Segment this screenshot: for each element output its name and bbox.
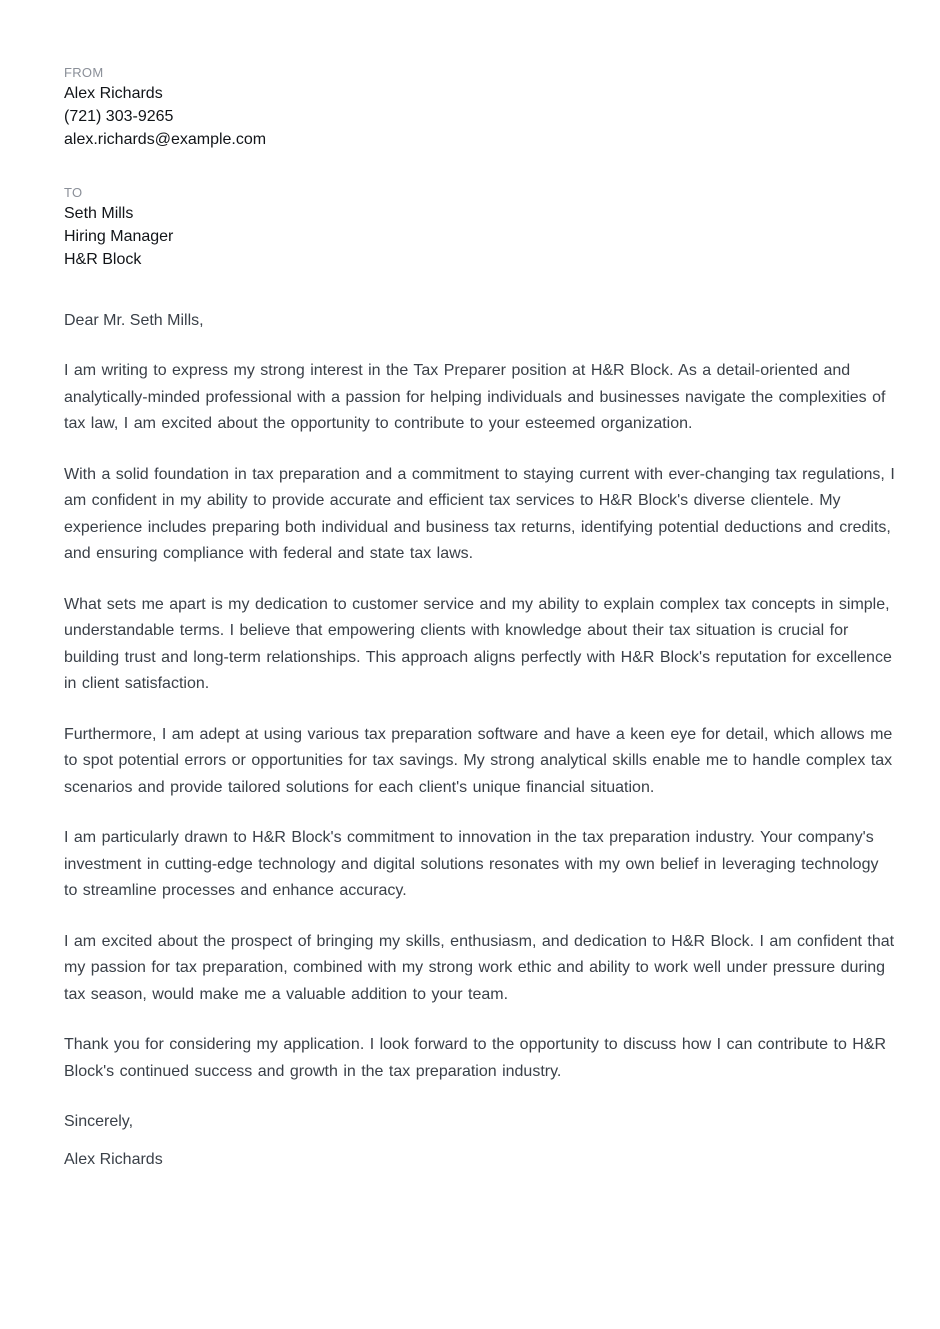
closing: Sincerely,	[64, 1113, 134, 1130]
body-paragraph: I am excited about the prospect of bringing my skills, enthusiasm, and dedication to H&R Block. I am confident that my passion for tax preparation, combined with my strong work ethic and ability to work well under pressure during tax season, would make me a valuable addition to your team.	[64, 932, 895, 1003]
body-paragraph: With a solid foundation in tax preparation and a commitment to staying current with ever-changing tax regulations, I am confident in my ability to provide accurate and efficient tax services to H&R Block's diverse clientele. My experience includes preparing both individual and business tax returns, identifying potential deductions and credits, and ensuring compliance with federal and state tax laws.	[64, 465, 895, 562]
recipient-block	[64, 184, 896, 271]
salutation: Dear Mr. Seth Mills,	[64, 312, 204, 329]
body-paragraph: I am particularly drawn to H&R Block's commitment to innovation in the tax preparation industry. Your company's investment in cutting-edge technology and digital solutions resonates with my own belief in leveraging technology to streamline processes and enhance accuracy.	[64, 829, 879, 899]
sender-name: Alex Richards	[64, 85, 163, 102]
body-paragraph: What sets me apart is my dedication to customer service and my ability to explain complex tax concepts in simple, understandable terms. I believe that empowering clients with knowledge about their tax situation is crucial for building trust and long-term relationships. This approach aligns perfectly with H&R Block's reputation for excellence in client satisfaction.	[64, 595, 892, 692]
signature-name: Alex Richards	[64, 1151, 163, 1168]
sender-email: alex.richards@example.com	[64, 131, 267, 148]
to-label: TO	[64, 185, 83, 200]
sender-block	[64, 64, 896, 151]
recipient-company: H&R Block	[64, 251, 142, 268]
from-label: FROM	[64, 65, 104, 80]
recipient-name: Seth Mills	[64, 205, 134, 222]
sender-phone: (721) 303-9265	[64, 108, 174, 125]
body-paragraph: Furthermore, I am adept at using various tax preparation software and have a keen eye for detail, which allows me to spot potential errors or opportunities for tax savings. My strong analytical skills enable me to handle complex tax scenarios and provide tailored solutions for each client's unique financial situation.	[64, 725, 893, 796]
cover-letter	[64, 64, 896, 1173]
body-paragraph: Thank you for considering my application. I look forward to the opportunity to discuss how I can contribute to H&R Block's continued success and growth in the tax preparation industry.	[64, 1036, 887, 1080]
body-paragraph: I am writing to express my strong interest in the Tax Preparer position at H&R Block. As a detail-oriented and analytically-minded professional with a passion for helping individuals and businesses navigate the complexities of tax law, I am excited about the opportunity to contribute to your esteemed organization.	[64, 362, 886, 432]
recipient-title: Hiring Manager	[64, 228, 174, 245]
